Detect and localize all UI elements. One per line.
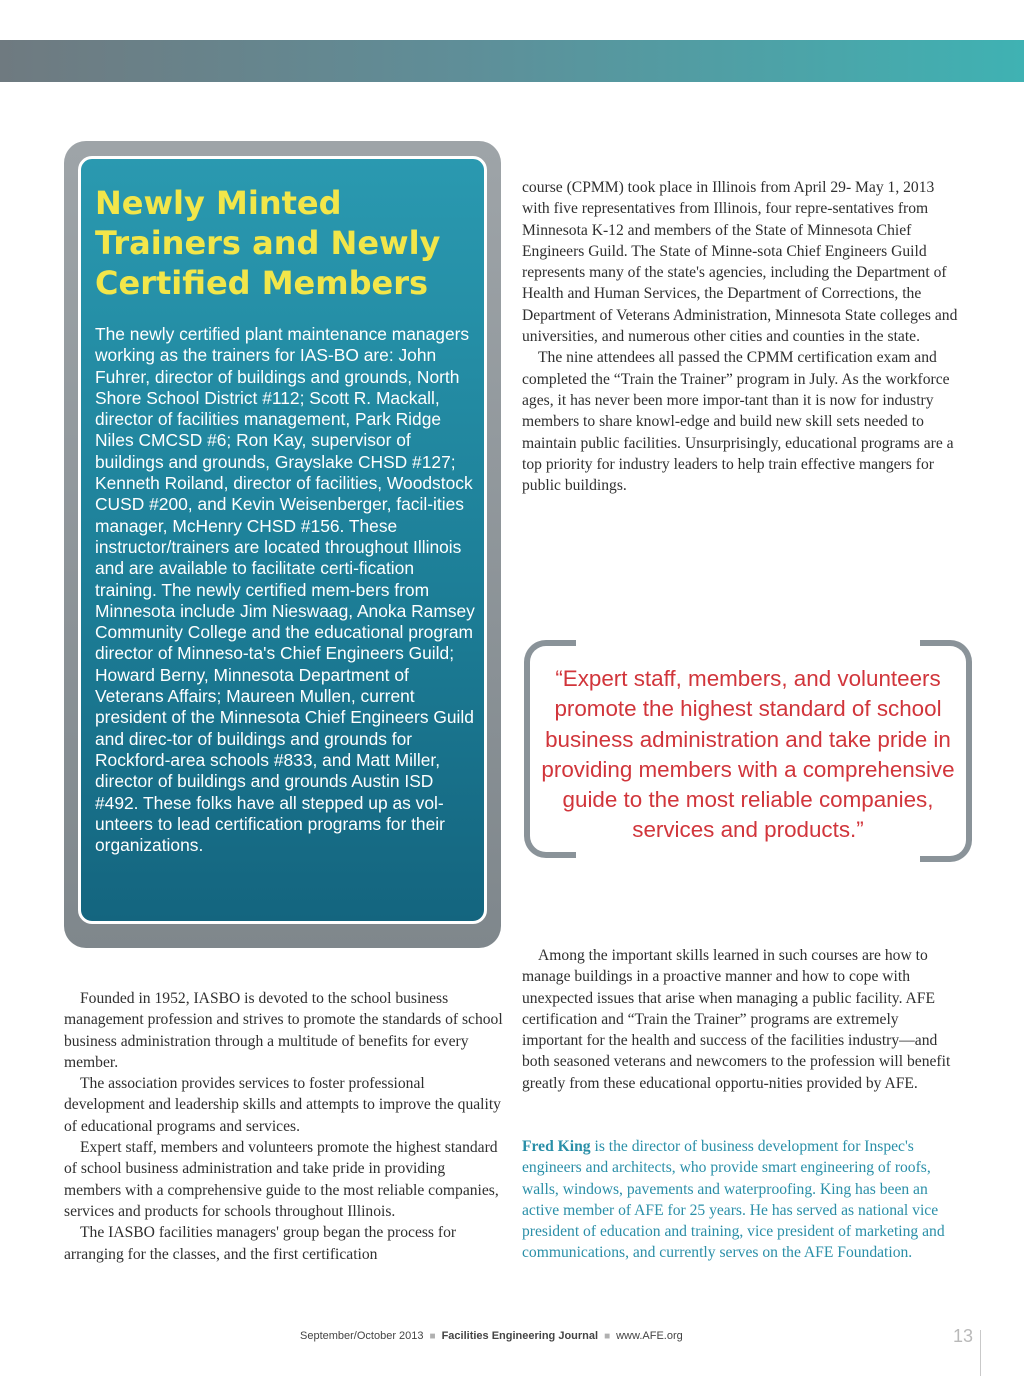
- footer-separator-icon: ■: [429, 1331, 436, 1342]
- footer-journal: Facilities Engineering Journal: [441, 1330, 599, 1342]
- left-paragraph-2: The association provides services to foster professional development and leadership skills and attempts to improve the quality of educational programs and services.: [64, 1075, 501, 1135]
- left-column-text: [64, 988, 504, 1265]
- page-number-rule: [980, 1330, 981, 1376]
- right-paragraph-2: The nine attendees all passed the CPMM certification exam and completed the “Train the Trainer” program in July. As the workforce ages, it has never been more impor-tant than it is now for industry members to share knowl-edge and build new skill sets needed to maintain public facilities. Unsurprisingly, educational programs are a top priority for industry leaders to help train effective mangers for public buildings.: [522, 349, 954, 495]
- footer-separator-icon: ■: [604, 1331, 611, 1342]
- left-paragraph-3: Expert staff, members and volunteers promote the highest standard of school business administration and take pride in providing members with a comprehensive guide to the most reliable companies, services and products for schools throughout Illinois.: [64, 1139, 499, 1220]
- page-number: 13: [953, 1326, 974, 1346]
- author-bio: [522, 1136, 967, 1264]
- right-column-top-text: [522, 177, 962, 496]
- footer-website[interactable]: www.AFE.org: [616, 1330, 683, 1342]
- left-paragraph-1: Founded in 1952, IASBO is devoted to the school business management profession and strives to promote the standards of school business administration through a multitude of benefits for every member.: [64, 990, 503, 1071]
- sidebar-title: Newly Minted Trainers and Newly Certified Members: [95, 184, 441, 302]
- pull-quote: “Expert staff, members, and volunteers promote the highest standard of school business administration and take pride in providing members with a comprehensive guide to the most reliable companies, services and products.”: [541, 666, 955, 843]
- sidebar-body: The newly certified plant maintenance managers working as the trainers for IAS-BO are: John Fuhrer, director of buildings and grounds, North Shore School District #112; Scott R. Mackall, director of facilities management, Park Ridge Niles CMCSD #6; Ron Kay, supervisor of buildings and grounds, Grayslake CHSD #127; Kenneth Roiland, director of facilities, Woodstock CUSD #200, and Kevin Weisenberger, facil-ities manager, McHenry CHSD #156. These instructor/trainers are located throughout Illinois and are available to facilitate certi-fication training. The newly certified mem-bers from Minnesota include Jim Nieswaag, Anoka Ramsey Community College and the educational program director of Minneso-ta's Chief Engineers Guild; Howard Berny, Minnesota Department of Veterans Affairs; Maureen Mullen, current president of the Minnesota Chief Engineers Guild and direc-tor of buildings and grounds for Rockford-area schools #833, and Matt Miller, director of buildings and grounds Austin ISD #492. These folks have all stepped up as vol-unteers to lead certification programs for their organizations.: [95, 324, 475, 856]
- right-paragraph-1: course (CPMM) took place in Illinois from April 29- May 1, 2013 with five representatives from Illinois, four repre-sentatives from Minnesota K-12 and members of the State of Minnesota Chief Engineers Guild. The State of Minne-sota Chief Engineers Guild represents many of the state's agencies, including the Department of Health and Human Services, the Department of Corrections, the Department of Veterans Administration, Minnesota State colleges and universities, and numerous other cities and counties in the state.: [522, 179, 958, 346]
- page-footer: [300, 1330, 760, 1342]
- right-column-bottom-text: [522, 945, 962, 1094]
- right-paragraph-3: Among the important skills learned in such courses are how to manage buildings in a proactive manner and how to cope with unexpected issues that arise when managing a public facility. AFE certification and “Train the Trainer” programs are extremely important for the health and success of the facilities industry—and both seasoned veterans and newcomers to the profession will benefit greatly from these educational opportu-nities provided by AFE.: [522, 947, 951, 1092]
- author-name: Fred King: [522, 1138, 591, 1155]
- left-paragraph-4: The IASBO facilities managers' group began the process for arranging for the classes, and the first certification: [64, 1224, 457, 1263]
- footer-issue: September/October 2013: [300, 1330, 424, 1342]
- author-bio-text: is the director of business development for Inspec's engineers and architects, who provide smart engineering of roofs, walls, windows, pavements and waterproofing. King has been an active member of AFE for 25 years. He has served as national vice president of education and training, vice president of marketing and communications, and currently serves on the AFE Foundation.: [522, 1138, 945, 1262]
- header-color-band: [0, 40, 1024, 82]
